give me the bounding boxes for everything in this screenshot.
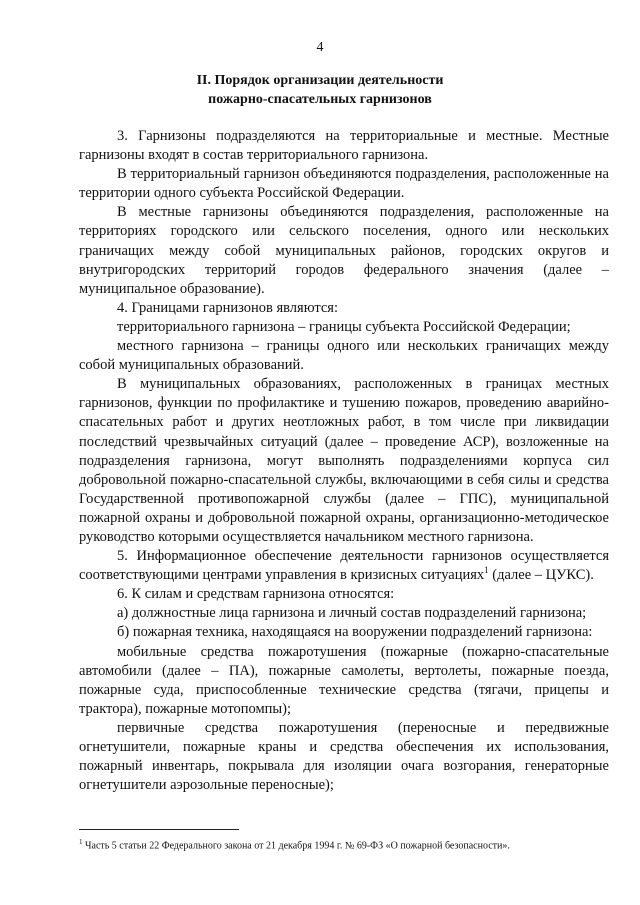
paragraph-territorial: В территориальный гарнизон объединяются подразделения, расположенные на территории одного субъекта Российской Федерации. bbox=[79, 166, 609, 202]
paragraph-6: 6. К силам и средствам гарнизона относятся: bbox=[117, 586, 395, 603]
paragraph-mobile-means: мобильные средства пожаротушения (пожарные (пожарно-спасательные автомобили (далее – ПА), пожарные самолеты, вертолеты, пожарные поезда, пожарные суда, приспособленные технические средства (тягачи, прицепы и трактора), пожарные мотопомпы); bbox=[79, 643, 609, 717]
section-title bbox=[0, 71, 640, 109]
paragraph-local-border: местного гарнизона – границы одного или нескольких граничащих между собой муниципальных образований. bbox=[79, 338, 609, 374]
paragraph-5-tail: (далее – ЦУКС). bbox=[488, 567, 594, 584]
document-body bbox=[79, 127, 609, 795]
footnote-mark: 1 bbox=[79, 838, 83, 846]
paragraph-4: 4. Границами гарнизонов являются: bbox=[117, 299, 338, 316]
section-title-line-1: II. Порядок организации деятельности bbox=[196, 73, 444, 88]
paragraph-5 bbox=[79, 547, 609, 585]
paragraph-3: 3. Гарнизоны подразделяются на территориальные и местные. Местные гарнизоны входят в состав территориального гарнизона. bbox=[79, 128, 609, 164]
footnote-reference[interactable]: 1 bbox=[484, 565, 489, 576]
section-title-line-2: пожарно-спасательных гарнизонов bbox=[208, 92, 432, 107]
paragraph-5-text: 5. Информационное обеспечение деятельности гарнизонов осуществляется соответствующими центрами управления в кризисных ситуациях bbox=[79, 548, 609, 584]
footnote-text: Часть 5 статьи 22 Федерального закона от 21 декабря 1994 г. № 69-ФЗ «О пожарной безопасности». bbox=[82, 840, 510, 852]
footnote-divider bbox=[79, 829, 239, 830]
paragraph-municipal: В муниципальных образованиях, расположенных в границах местных гарнизонов, функции по профилактике и тушению пожаров, проведению аварийно-спасательных работ и других неотложных работ, в том числе при ликвидации последствий чрезвычайных ситуаций (далее – проведение АСР), возложенные на подразделения гарнизона, могут выполнять подразделениями корпуса сил добровольной пожарно-спасательной службы, включающими в себя силы и средства Государственной противопожарной службы (далее – ГПС), муниципальной пожарной охраны и добровольной пожарной охраны, организационно-методическое руководство которыми осуществляется начальником местного гарнизона. bbox=[79, 376, 609, 545]
paragraph-6a: а) должностные лица гарнизона и личный состав подразделений гарнизона; bbox=[117, 605, 587, 622]
paragraph-6b: б) пожарная техника, находящаяся на вооружении подразделений гарнизона: bbox=[117, 624, 593, 641]
paragraph-primary-means: первичные средства пожаротушения (переносные и передвижные огнетушители, пожарные краны и средства обеспечения их использования, пожарный инвентарь, покрывала для изоляции очага возгорания, генераторные огнетушители аэрозольные переносные); bbox=[79, 719, 609, 794]
footnote bbox=[79, 836, 609, 852]
paragraph-local: В местные гарнизоны объединяются подразделения, расположенные на территориях городского или сельского поселения, одного или нескольких граничащих между собой муниципальных районов, городских округов и внутригородских территорий городов федерального значения (далее – муниципальное образование). bbox=[79, 204, 609, 297]
page-number: 4 bbox=[316, 40, 324, 55]
paragraph-territorial-border: территориального гарнизона – границы субъекта Российской Федерации; bbox=[117, 318, 571, 335]
